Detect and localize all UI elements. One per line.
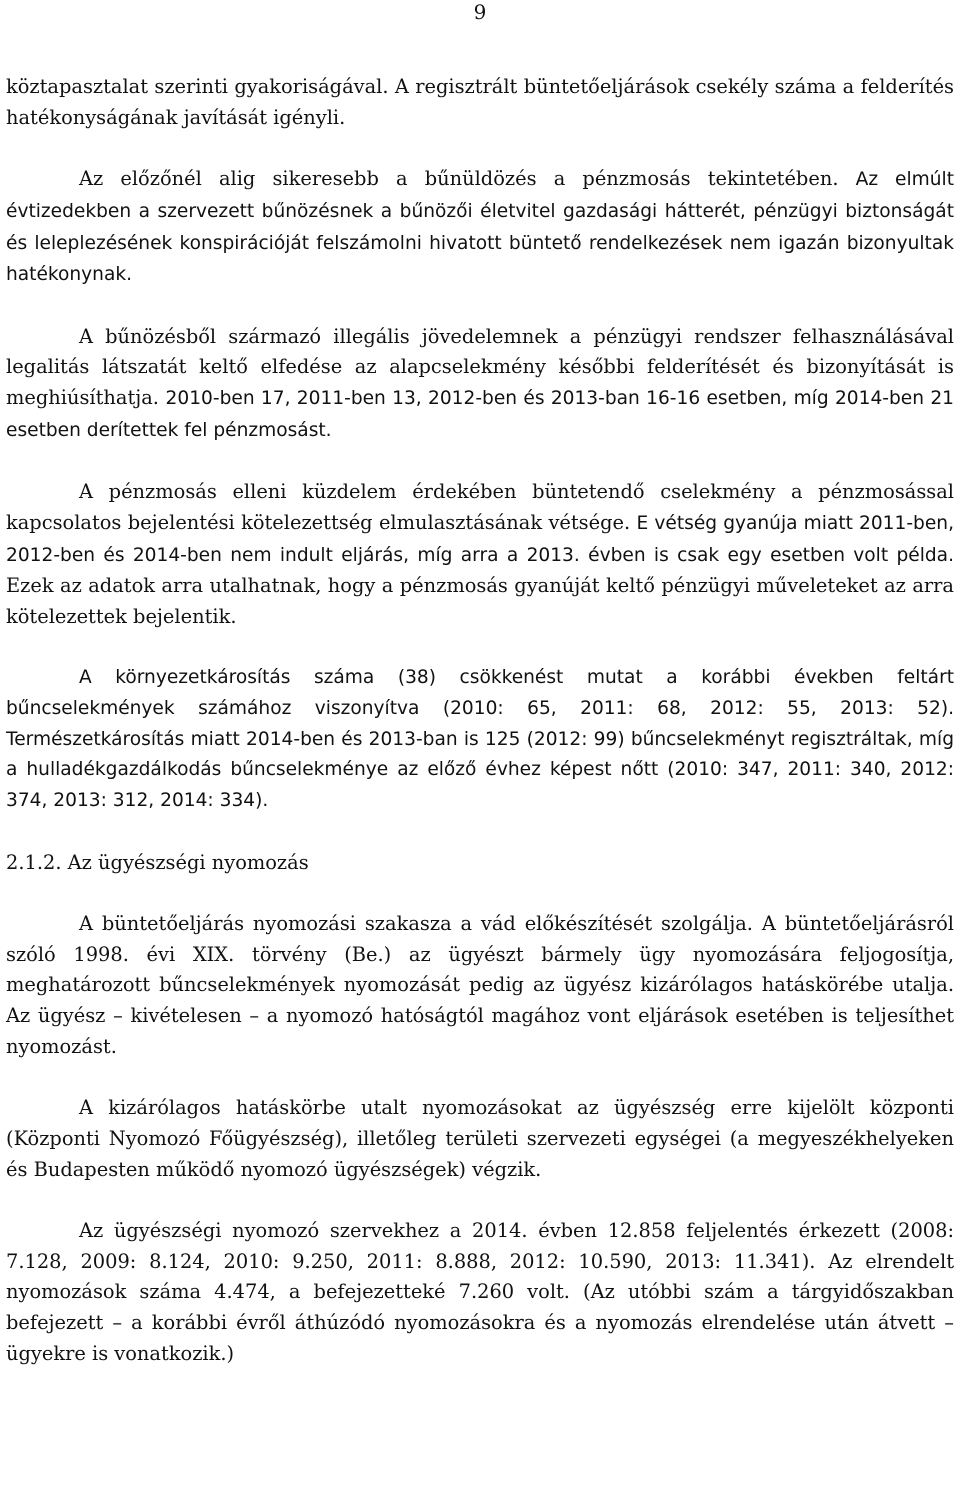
section-heading: 2.1.2. Az ügyészségi nyomozás: [6, 850, 309, 874]
paragraph-text: köztapasztalat szerinti gyakoriságával. A regisztrált büntetőeljárások csekély száma a felderítés hatékonyságának javítását igényli.: [6, 75, 954, 129]
paragraph-reporting-obligation: [6, 477, 954, 633]
paragraph-text: E vétség gyanúja miatt 2011-ben, 2012-ben és 2014-ben nem indult eljárás, míg arra a 2013. évben is csak egy esetben volt példa.: [6, 512, 954, 566]
paragraph-text: Ezek az adatok arra utalhatnak, hogy a pénzmosás gyanúját keltő pénzügyi műveleteket az arra kötelezettek bejelentik.: [6, 574, 954, 628]
paragraph-text: 2010-ben 17, 2011-ben 13, 2012-ben és 2013-ban 16-16 esetben, míg 2014-ben 21 esetben derítettek fel pénzmosást.: [6, 388, 954, 441]
paragraph-continuation: [6, 72, 954, 133]
paragraph-text: A környezetkárosítás száma (38) csökkenést mutat a korábbi években feltárt bűncselekmények számához viszonyítva (2010: 65, 2011: 68, 2012: 55, 2013: 52).: [6, 667, 954, 719]
paragraph-investigation-stats: [6, 1216, 954, 1370]
paragraph-exclusive-competence: [6, 1093, 954, 1185]
paragraph-text: A bűnözésből származó illegális jövedelemnek a pénzügyi rendszer felhasználásával legalitás látszatát keltő elfedése az alapcselekmény későbbi felderítését és bizonyítását is meghiúsíthatja.: [6, 324, 954, 409]
paragraph-investigation-phase: [6, 909, 954, 1063]
paragraph-text: Az ügyészségi nyomozó szervekhez a 2014. évben 12.858 feljelentés érkezett (2008: 7.128, 2009: 8.124, 2010: 9.250, 2011: 8.888, 2012: 10.590, 2013: 11.341). Az elrendelt nyomozások száma 4.474, a befejezetteké 7.260 volt. (Az utóbbi szám a tárgyidőszakban befejezett – a korábbi évről áthúzódó nyomozásokra és a nyomozás elrendelése után átvett – ügyekre is vonatkozik.): [6, 1218, 954, 1365]
paragraph-text: A pénzmosás elleni küzdelem érdekében büntetendő cselekmény a pénzmosással kapcsolatos bejelentési kötelezettség elmulasztásának vétsége.: [6, 480, 954, 534]
paragraph-money-laundering-stats: [6, 322, 954, 447]
paragraph-money-laundering-intro: [6, 164, 954, 291]
page-number: 9: [473, 0, 487, 24]
paragraph-text: Az elmúlt évtizedekben a szervezett bűnözésnek a bűnözői életvitel gazdasági hátterét, pénzügyi biztonságát és leleplezésének konspirációját felszámolni hivatott büntető rendelkezések nem igazán bizonyultak hatékonynak.: [6, 169, 955, 286]
paragraph-text: Természetkárosítás miatt 2014-ben és 2013-ban is 125 (2012: 99) bűncselekményt regisztráltak, míg a hulladékgazdálkodás bűncselekménye az előző évhez képest nőtt (2010: 347, 2011: 340, 2012: 374, 2013: 312, 2014: 334).: [6, 728, 954, 812]
paragraph-text: Az előzőnél alig sikeresebb a bűnüldözés a pénzmosás tekintetében.: [79, 167, 839, 191]
paragraph-text: A kizárólagos hatáskörbe utalt nyomozásokat az ügyészség erre kijelölt központi (Központi Nyomozó Főügyészség), illetőleg területi szervezeti egységei (a megyeszékhelyeken és Budapesten működő nyomozó ügyészségek) végzik.: [6, 1096, 954, 1181]
paragraph-environmental-crime: [6, 663, 954, 817]
paragraph-text: A büntetőeljárás nyomozási szakasza a vád előkészítését szolgálja. A büntetőeljárásról szóló 1998. évi XIX. törvény (Be.) az ügyészt bármely ügy nyomozására feljogosítja, meghatározott bűncselekmények nyomozását pedig az ügyész kizárólagos hatáskörébe utalja. Az ügyész – kivételesen – a nyomozó hatóságtól magához vont eljárások esetében is teljesíthet nyomozást.: [6, 911, 954, 1058]
document-body: [6, 72, 954, 1369]
